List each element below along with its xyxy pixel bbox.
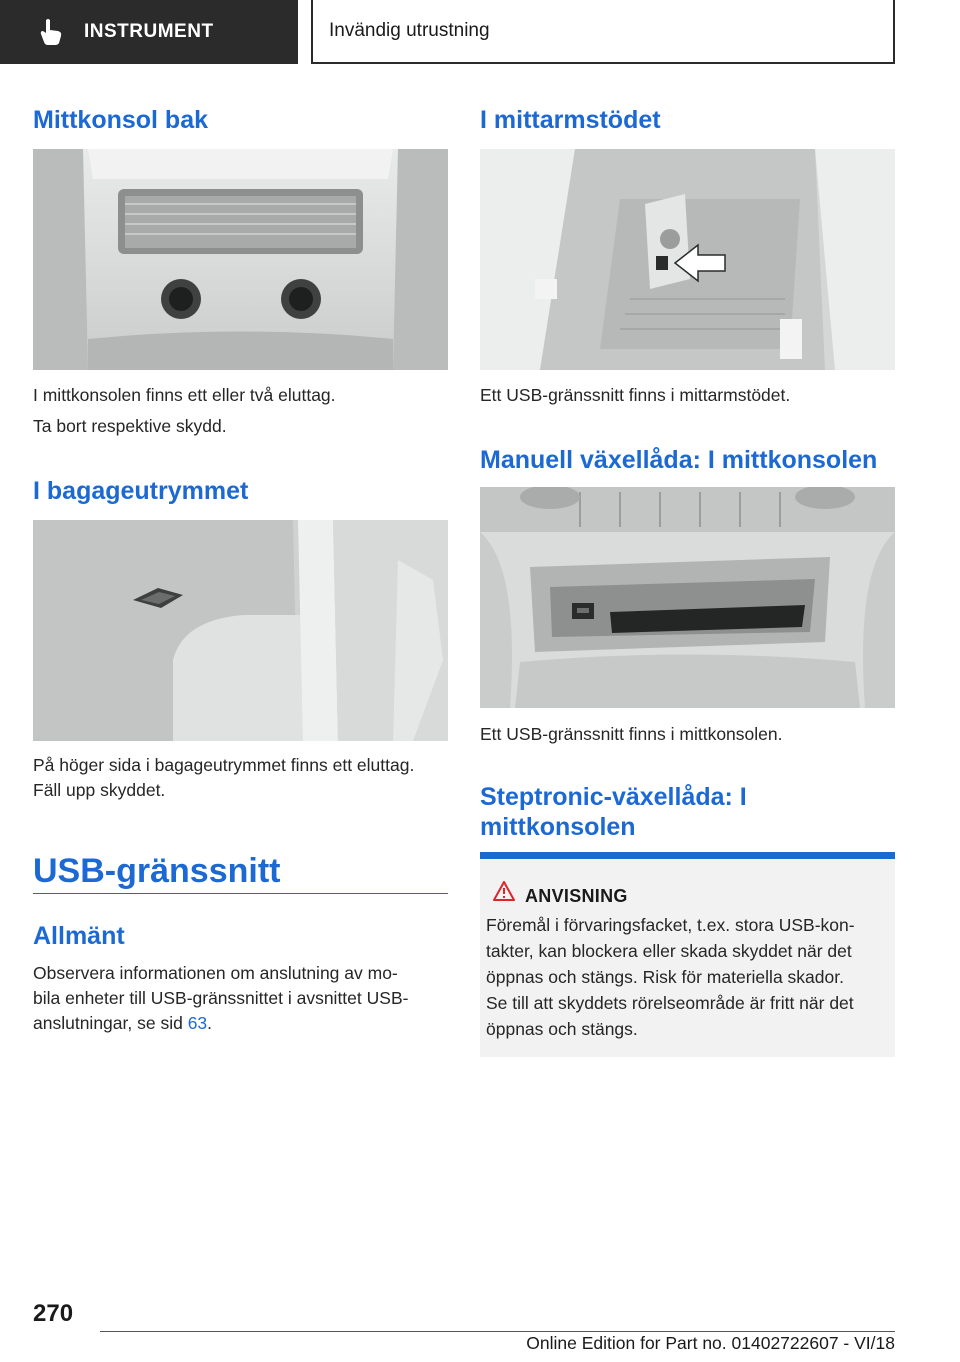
text-mittarm: Ett USB-gränssnitt finns i mittarmstödet. [480, 385, 791, 405]
chapter-tab[interactable] [0, 0, 298, 64]
photo-manual-console-usb [480, 487, 895, 708]
section-rule [33, 893, 448, 894]
notice-line-4: Se till att skyddets rörelseområde är fritt när det [486, 993, 854, 1013]
text-allmant-2: bila enheter till USB-gränssnittet i avsnittet USB- [33, 988, 409, 1008]
notice-line-3: öppnas och stängs. Risk för materiella skador. [486, 967, 844, 987]
text-allmant-3-end: . [207, 1013, 213, 1033]
heading-mittkonsol-bak: Mittkonsol bak [33, 106, 209, 134]
text-mittkonsol-1: I mittkonsolen finns ett eller två eluttag. [33, 385, 336, 405]
text-bagage-1: På höger sida i bagageutrymmet finns ett eluttag. [33, 755, 415, 775]
notice-title: ANVISNING [525, 886, 628, 906]
photo-armrest-usb [480, 149, 895, 370]
photo-trunk-socket [33, 520, 448, 741]
heading-steptronic-2: mittkonsolen [480, 813, 636, 841]
text-allmant-1: Observera informationen om anslutning av mo- [33, 963, 398, 983]
notice-line-1: Föremål i förvaringsfacket, t.ex. stora USB-kon- [486, 915, 855, 935]
notice-line-5: öppnas och stängs. [486, 1019, 638, 1039]
text-bagage-2: Fäll upp skyddet. [33, 780, 166, 800]
heading-allmant: Allmänt [33, 922, 125, 950]
heading-mittarmstodet: I mittarmstödet [480, 106, 661, 134]
hand-pointer-icon [38, 18, 64, 46]
photo-rear-center-console [33, 149, 448, 370]
footer-rule [100, 1331, 895, 1332]
text-manuell: Ett USB-gränssnitt finns i mittkonsolen. [480, 724, 783, 744]
warning-triangle-icon [493, 881, 515, 901]
text-allmant-3 [33, 1011, 448, 1036]
text-mittkonsol-2: Ta bort respektive skydd. [33, 416, 227, 436]
heading-steptronic-1: Steptronic-växellåda: I [480, 783, 747, 811]
section-header [311, 0, 895, 64]
text-allmant-3-main: anslutningar, se sid [33, 1013, 188, 1033]
heading-bagageutrymmet: I bagageutrymmet [33, 477, 249, 505]
chapter-title: INSTRUMENT [84, 21, 214, 42]
page-number: 270 [33, 1300, 74, 1327]
notice-body [486, 912, 890, 1042]
notice-box [480, 852, 895, 1057]
notice-line-2: takter, kan blockera eller skada skyddet när det [486, 941, 852, 961]
heading-usb-granssnitt: USB-gränssnitt [33, 852, 281, 890]
page-reference-link[interactable]: 63 [187, 1013, 208, 1033]
footer-edition: Online Edition for Part no. 01402722607 - VI/18 [526, 1333, 895, 1353]
heading-manuell-vaxellada: Manuell växellåda: I mittkonsolen [480, 446, 878, 474]
section-title: Invändig utrustning [329, 20, 490, 41]
